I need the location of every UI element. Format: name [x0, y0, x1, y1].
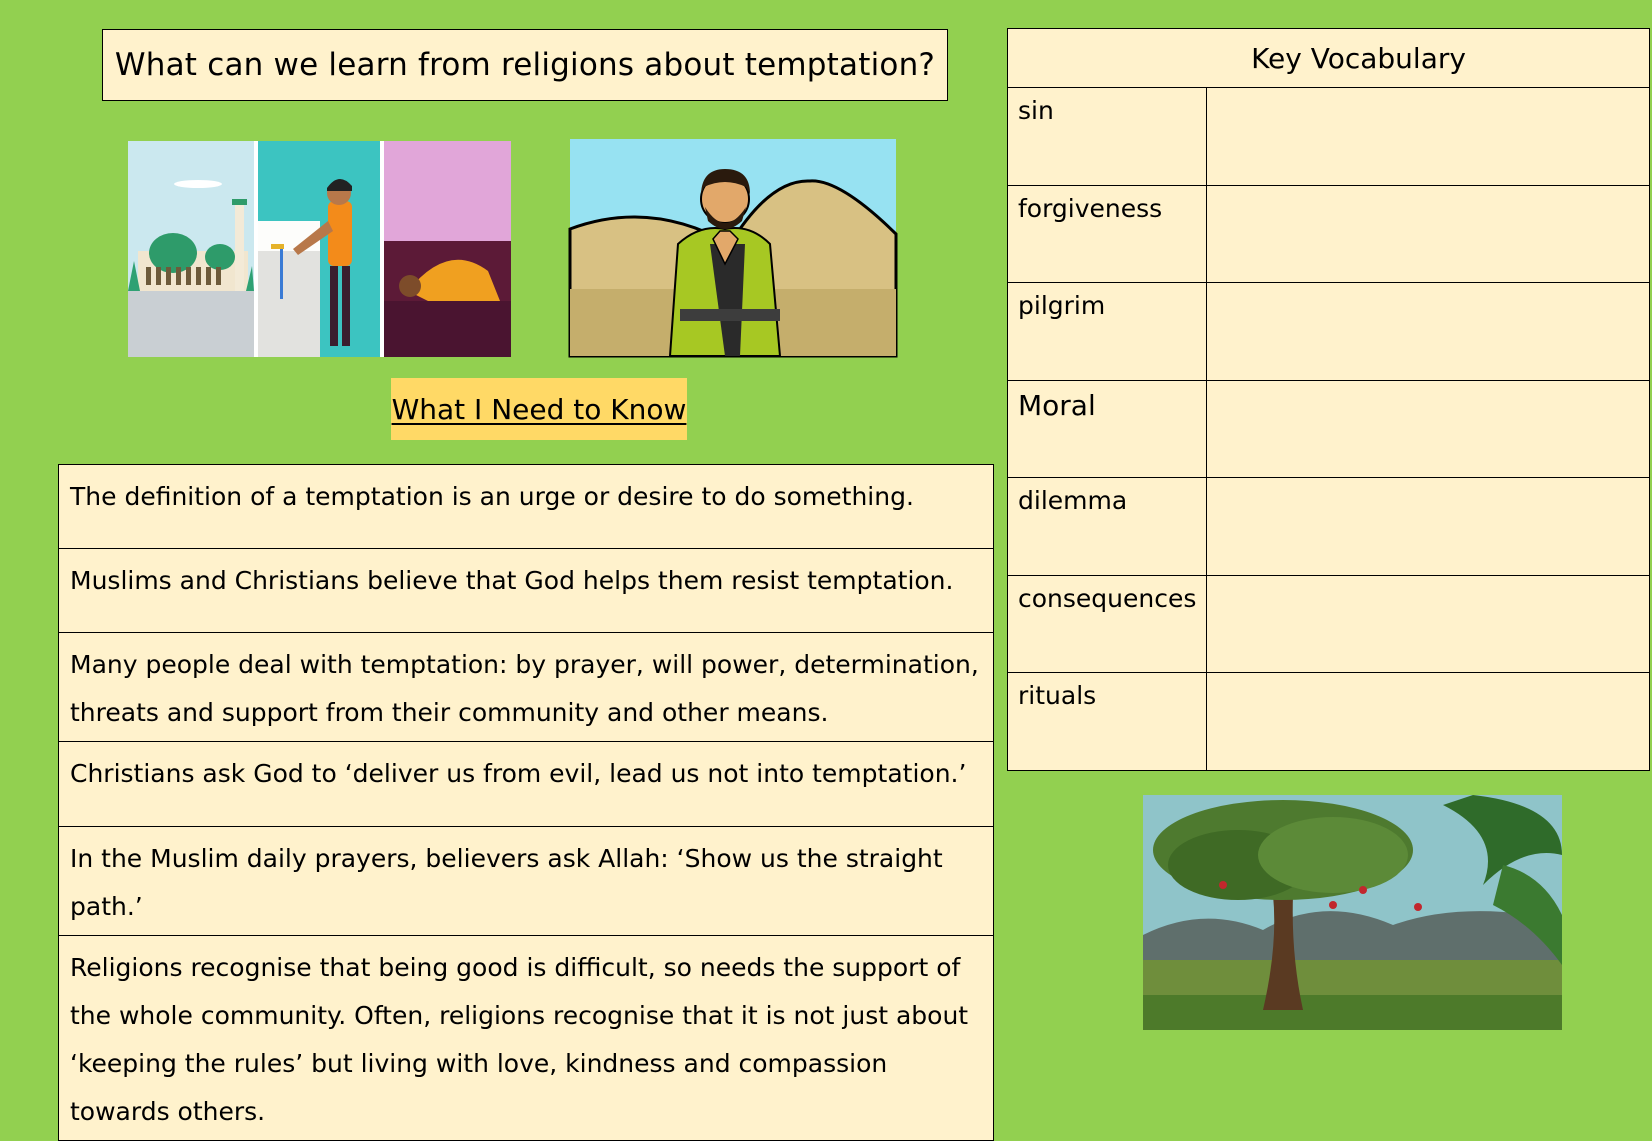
fact-cell: The definition of a temptation is an urge or desire to do something. — [59, 465, 994, 549]
table-row — [59, 465, 994, 549]
vocab-definition[interactable] — [1207, 185, 1650, 283]
vocab-term: forgiveness — [1008, 185, 1207, 283]
table-row — [1008, 185, 1650, 283]
table-row — [59, 827, 994, 936]
vocab-term: rituals — [1008, 673, 1207, 771]
table-row — [59, 936, 994, 1141]
facts-table — [58, 464, 994, 1141]
need-to-know-heading: What I Need to Know — [391, 378, 687, 440]
table-row — [1008, 673, 1650, 771]
vocab-definition[interactable] — [1207, 575, 1650, 673]
table-row — [59, 549, 994, 633]
vocab-definition[interactable] — [1207, 283, 1650, 381]
vocab-definition[interactable] — [1207, 380, 1650, 478]
vocab-definition[interactable] — [1207, 673, 1650, 771]
table-row — [1008, 575, 1650, 673]
page-title: What can we learn from religions about temptation? — [102, 29, 948, 101]
vocab-term: consequences — [1008, 575, 1207, 673]
vocab-term: Moral — [1008, 380, 1207, 478]
vocab-definition[interactable] — [1207, 478, 1650, 576]
fact-cell: In the Muslim daily prayers, believers ask Allah: ‘Show us the straight path.’ — [59, 827, 994, 936]
table-row — [59, 633, 994, 742]
table-row — [1008, 478, 1650, 576]
vocabulary-heading: Key Vocabulary — [1008, 29, 1650, 88]
fact-cell: Many people deal with temptation: by prayer, will power, determination, threats and support from their community and other means. — [59, 633, 994, 742]
vocabulary-table — [1007, 28, 1650, 771]
praying-man-image — [570, 139, 896, 356]
tree-image — [1143, 795, 1562, 1030]
fact-cell: Muslims and Christians believe that God helps them resist temptation. — [59, 549, 994, 633]
vocab-definition[interactable] — [1207, 88, 1650, 186]
table-row — [1008, 283, 1650, 381]
table-row — [59, 742, 994, 827]
vocab-term: dilemma — [1008, 478, 1207, 576]
vocab-term: sin — [1008, 88, 1207, 186]
fact-cell: Christians ask God to ‘deliver us from evil, lead us not into temptation.’ — [59, 742, 994, 827]
fact-cell: Religions recognise that being good is difficult, so needs the support of the whole community. Often, religions recognise that it is not just about ‘keeping the rules’ but living with love, kindness and compassion towards others. — [59, 936, 994, 1141]
table-row — [1008, 29, 1650, 88]
table-row — [1008, 380, 1650, 478]
table-row — [1008, 88, 1650, 186]
islam-collage-image — [128, 141, 511, 357]
vocab-term: pilgrim — [1008, 283, 1207, 381]
